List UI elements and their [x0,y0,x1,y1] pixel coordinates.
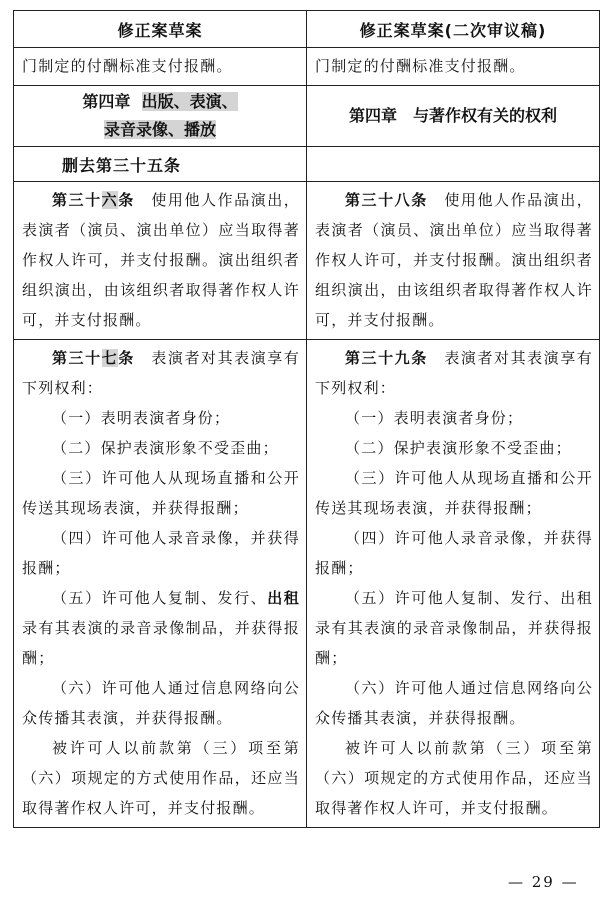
article-b-left-intro: 表演者对其表演享有下列权利： [22,349,300,397]
chapter-row [14,86,600,147]
article-a-left-body: 使用他人作品演出，表演者（演员、演出单位）应当取得著作权人许可，并支付报酬。演出组织者组织演出，由该组织者取得著作权人许可，并支付报酬。 [22,191,300,329]
article-b-left-closing: 被许可人以前款第（三）项至第（六）项规定的方式使用作品，还应当取得著作权人许可，并支付报酬。 [22,739,300,817]
article-b-left-item-5: （五）许可他人复制、发行、出租录有其表演的录音录像制品，并获得报酬； [22,589,300,667]
article-b-right-item-4: （四）许可他人录音录像，并获得报酬； [315,529,593,577]
article-a-row [14,182,600,340]
chapter-left [14,86,306,146]
header-row [14,11,600,48]
continuation-row [14,48,600,86]
comparison-table [13,10,600,828]
article-b-left [14,340,306,827]
chapter-left-highlight-1: 出版、表演、 [141,92,238,111]
article-b-row [14,340,600,828]
article-b-right-item-2: （二）保护表演形象不受歪曲； [345,439,572,457]
continuation-right: 门制定的付酬标准支付报酬。 [315,57,526,75]
article-b-left-item-4: （四）许可他人录音录像，并获得报酬； [22,529,300,577]
article-a-left [14,182,306,339]
header-left: 修正案草案 [14,11,307,48]
article-a-left-number: 第三十六条 [52,191,135,209]
chapter-left-prefix: 第四章 [82,92,131,111]
article-a-right-number: 第三十八条 [345,191,428,209]
article-b-left-item-6: （六）许可他人通过信息网络向公众传播其表演，并获得报酬。 [22,679,300,727]
article-b-right-number: 第三十九条 [345,349,428,367]
deleted-article-left: 删去第三十五条 [62,155,182,175]
article-b-left-number: 第三十七条 [52,349,135,367]
article-b-left-item-1: （一）表明表演者身份； [52,409,231,427]
article-b-right-item-5: （五）许可他人复制、发行、出租录有其表演的录音录像制品，并获得报酬； [315,589,593,667]
article-b-right-closing: 被许可人以前款第（三）项至第（六）项规定的方式使用作品，还应当取得著作权人许可，并支付报酬。 [315,739,593,817]
article-b-right [307,340,599,827]
deleted-article-row [14,147,600,182]
article-a-right [307,182,599,339]
chapter-right: 第四章 与著作权有关的权利 [348,106,557,125]
article-b-right-item-3: （三）许可他人从现场直播和公开传送其现场表演，并获得报酬； [315,469,593,517]
header-right: 修正案草案(二次审议稿) [307,11,600,48]
added-text-bold: 出租 [267,589,300,607]
continuation-left: 门制定的付酬标准支付报酬。 [22,57,233,75]
article-a-right-body: 使用他人作品演出，表演者（演员、演出单位）应当取得著作权人许可，并支付报酬。演出组织者组织演出，由该组织者取得著作权人许可，并支付报酬。 [315,191,593,329]
article-b-left-item-3: （三）许可他人从现场直播和公开传送其现场表演，并获得报酬； [22,469,300,517]
chapter-left-highlight-2: 录音录像、播放 [103,120,216,139]
article-b-right-intro: 表演者对其表演享有下列权利： [315,349,593,397]
article-b-left-item-2: （二）保护表演形象不受歪曲； [52,439,279,457]
page-number: — 29 — [508,873,579,891]
article-b-right-item-1: （一）表明表演者身份； [345,409,524,427]
article-b-right-item-6: （六）许可他人通过信息网络向公众传播其表演，并获得报酬。 [315,679,593,727]
